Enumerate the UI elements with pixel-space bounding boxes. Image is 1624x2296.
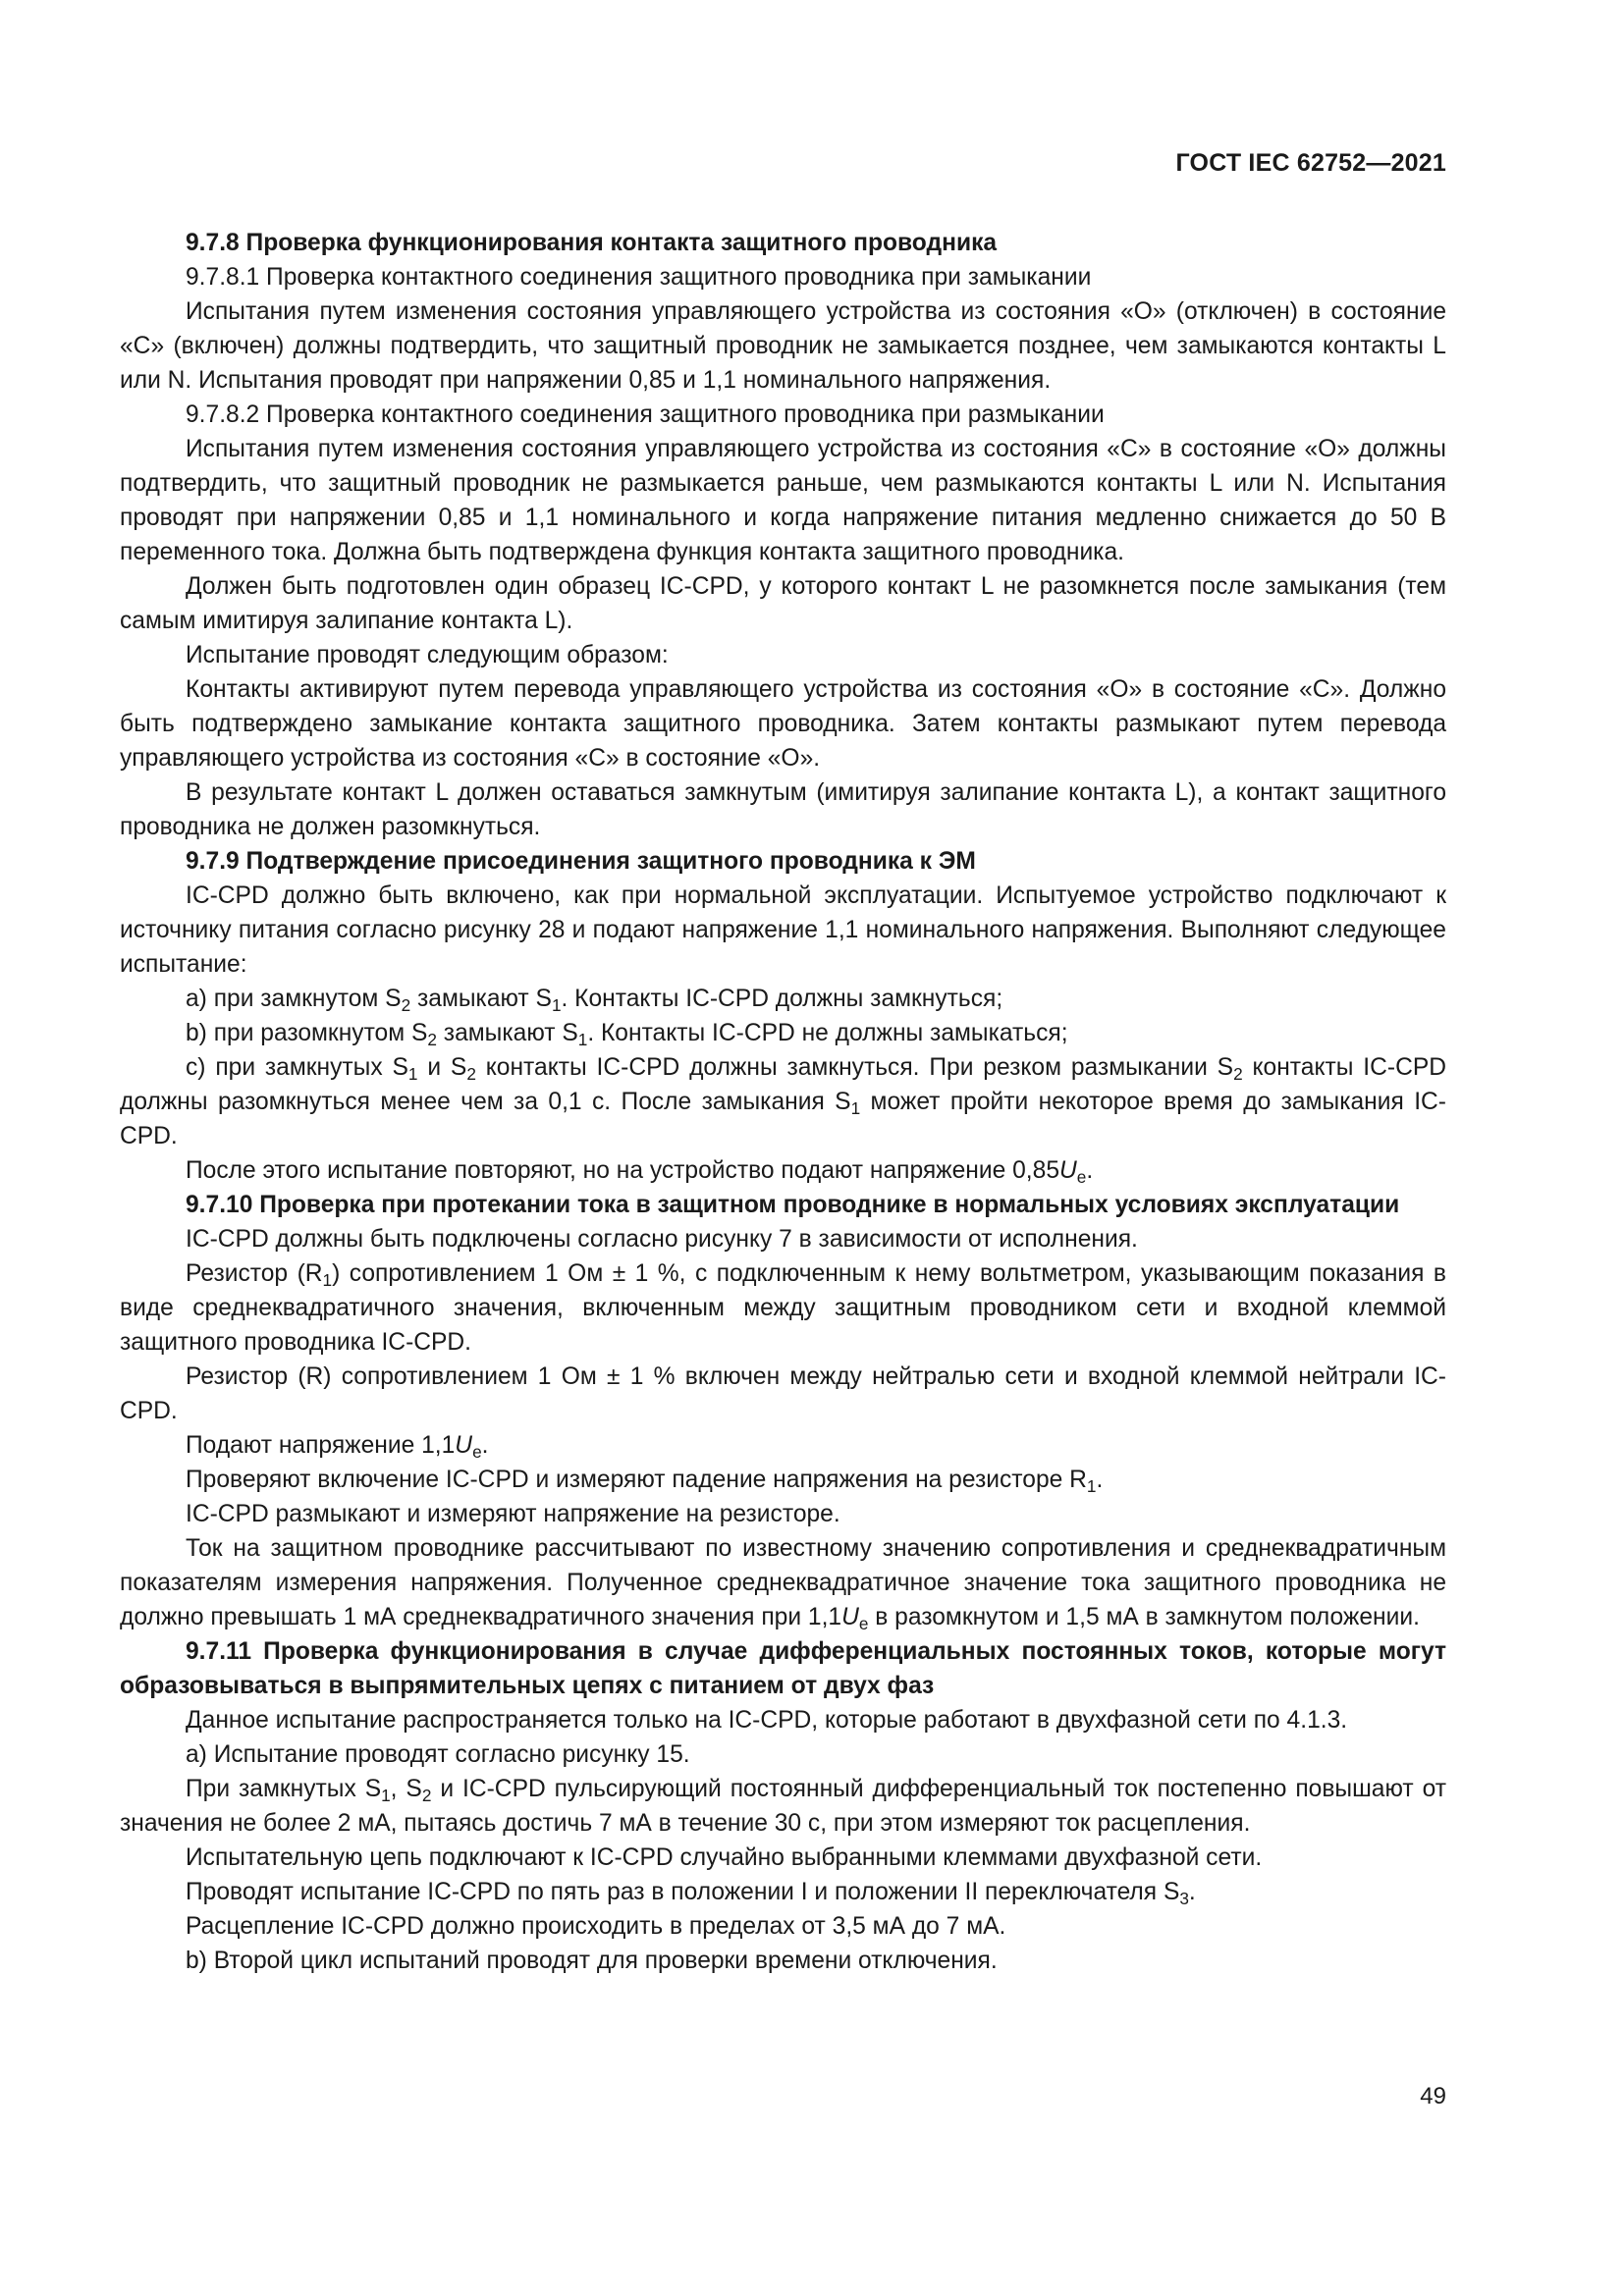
paragraph: Расцепление IC-CPD должно происходить в пределах от 3,5 мА до 7 мА. bbox=[186, 1913, 1006, 1940]
paragraph: Должен быть подготовлен один образец IC-CPD, у которого контакт L не разомкнется после замыкания (тем самым имитируя залипание контакта L). bbox=[120, 573, 1446, 634]
paragraph: b) при разомкнутом $S_2$ замыкают $S_1$. Контакты IC-CPD не должны замыкаться; bbox=[186, 1020, 1068, 1050]
paragraph: Подают напряжение $1,1U_e$. bbox=[186, 1432, 489, 1463]
paragraph: Ток на защитном проводнике рассчитывают по известному значению сопротивления и среднеквадратичным показателям измерения напряжения. Полученное среднеквадратичное значение тока защитного проводника не должно превышать 1 мА среднеквадратичного значения при $1,1U_e$ в разомкнутом и 1,5 мА в замкнутом положении. bbox=[120, 1535, 1446, 1634]
paragraph: 9.7.8.2 Проверка контактного соединения защитного проводника при размыкании bbox=[186, 401, 1105, 428]
paragraph: 9.7.8.1 Проверка контактного соединения защитного проводника при замыкании bbox=[186, 264, 1092, 291]
paragraph: IC-CPD должны быть подключены согласно рисунку 7 в зависимости от исполнения. bbox=[186, 1226, 1138, 1253]
paragraph: Испытания путем изменения состояния управляющего устройства из состояния «С» в состояние «О» должны подтвердить, что защитный проводник не размыкается раньше, чем размыкаются контакты L или N. Испытания проводят при напряжении 0,85 и 1,1 номинального и когда напряжение питания медленно снижается до 50 В переменного тока. Должна быть подтверждена функция контакта защитного проводника. bbox=[120, 436, 1446, 565]
paragraph: с) при замкнутых $S_1$ и $S_2$ контакты IC-CPD должны замкнуться. При резком размыкании $S_2$ контакты IC-CPD должны разомкнуться менее чем за 0,1 с. После замыкания $S_1$ может пройти некоторое время до замыкания IC-CPD. bbox=[120, 1054, 1446, 1149]
paragraph: IC-CPD должно быть включено, как при нормальной эксплуатации. Испытуемое устройство подключают к источнику питания согласно рисунку 28 и подают напряжение 1,1 номинального напряжения. Выполняют следующее испытание: bbox=[120, 882, 1446, 978]
paragraph: Проверяют включение IC-CPD и измеряют падение напряжения на резисторе $R_1$. bbox=[186, 1467, 1104, 1497]
paragraph: Контакты активируют путем перевода управляющего устройства из состояния «О» в состояние «С». Должно быть подтверждено замыкание контакта защитного проводника. Затем контакты размыкают путем перевода управляющего устройства из состояния «С» в состояние «О». bbox=[120, 676, 1446, 772]
section-heading: 9.7.9 Подтверждение присоединения защитного проводника к ЭМ bbox=[186, 848, 976, 875]
standard-header: ГОСТ IEC 62752—2021 bbox=[1175, 149, 1446, 177]
paragraph: В результате контакт L должен оставаться замкнутым (имитируя залипание контакта L), а контакт защитного проводника не должен разомкнуться. bbox=[120, 779, 1446, 840]
paragraph: b) Второй цикл испытаний проводят для проверки времени отключения. bbox=[186, 1948, 998, 1974]
paragraph: Испытательную цепь подключают к IC-CPD случайно выбранными клеммами двухфазной сети. bbox=[186, 1844, 1263, 1871]
paragraph: Испытание проводят следующим образом: bbox=[186, 642, 669, 668]
paragraph: Данное испытание распространяется только на IC-CPD, которые работают в двухфазной сети по 4.1.3. bbox=[186, 1707, 1348, 1734]
paragraph: Проводят испытание IC-CPD по пять раз в положении I и положении II переключателя $S_3$. bbox=[186, 1879, 1196, 1909]
paragraph: При замкнутых $S_1$, $S_2$ и IC-CPD пульсирующий постоянный дифференциальный ток постепенно повышают от значения не более 2 мА, пытаясь достичь 7 мА в течение 30 с, при этом измеряют ток расцепления. bbox=[120, 1776, 1446, 1837]
paragraph: IC-CPD размыкают и измеряют напряжение на резисторе. bbox=[186, 1501, 840, 1527]
document-body bbox=[120, 226, 1446, 1978]
section-heading: 9.7.10 Проверка при протекании тока в защитном проводнике в нормальных условиях эксплуатации bbox=[186, 1192, 1400, 1218]
page-number: 49 bbox=[1420, 2083, 1446, 2109]
paragraph: Резистор (R) сопротивлением 1 Ом ± 1 % включен между нейтралью сети и входной клеммой нейтрали IC-CPD. bbox=[120, 1363, 1446, 1424]
paragraph: После этого испытание повторяют, но на устройство подают напряжение $0,85U_e$. bbox=[186, 1157, 1094, 1188]
section-heading: 9.7.8 Проверка функционирования контакта защитного проводника bbox=[186, 230, 998, 256]
paragraph: а) при замкнутом $S_2$ замыкают $S_1$. Контакты IC-CPD должны замкнуться; bbox=[186, 986, 1003, 1016]
paragraph: Испытания путем изменения состояния управляющего устройства из состояния «О» (отключен) в состояние «С» (включен) должны подтвердить, что защитный проводник не замыкается позднее, чем замыкаются контакты L или N. Испытания проводят при напряжении 0,85 и 1,1 номинального напряжения. bbox=[120, 298, 1446, 394]
section-heading: 9.7.11 Проверка функционирования в случае дифференциальных постоянных токов, которые могут образовываться в выпрямительных цепях с питанием от двух фаз bbox=[120, 1638, 1446, 1699]
paragraph: Резистор $(R_1)$ сопротивлением 1 Ом ± 1 %, с подключенным к нему вольтметром, указывающим показания в виде среднеквадратичного значения, включенным между защитным проводником сети и входной клеммой защитного проводника IC-CPD. bbox=[120, 1260, 1446, 1356]
paragraph: а) Испытание проводят согласно рисунку 15. bbox=[186, 1741, 690, 1768]
